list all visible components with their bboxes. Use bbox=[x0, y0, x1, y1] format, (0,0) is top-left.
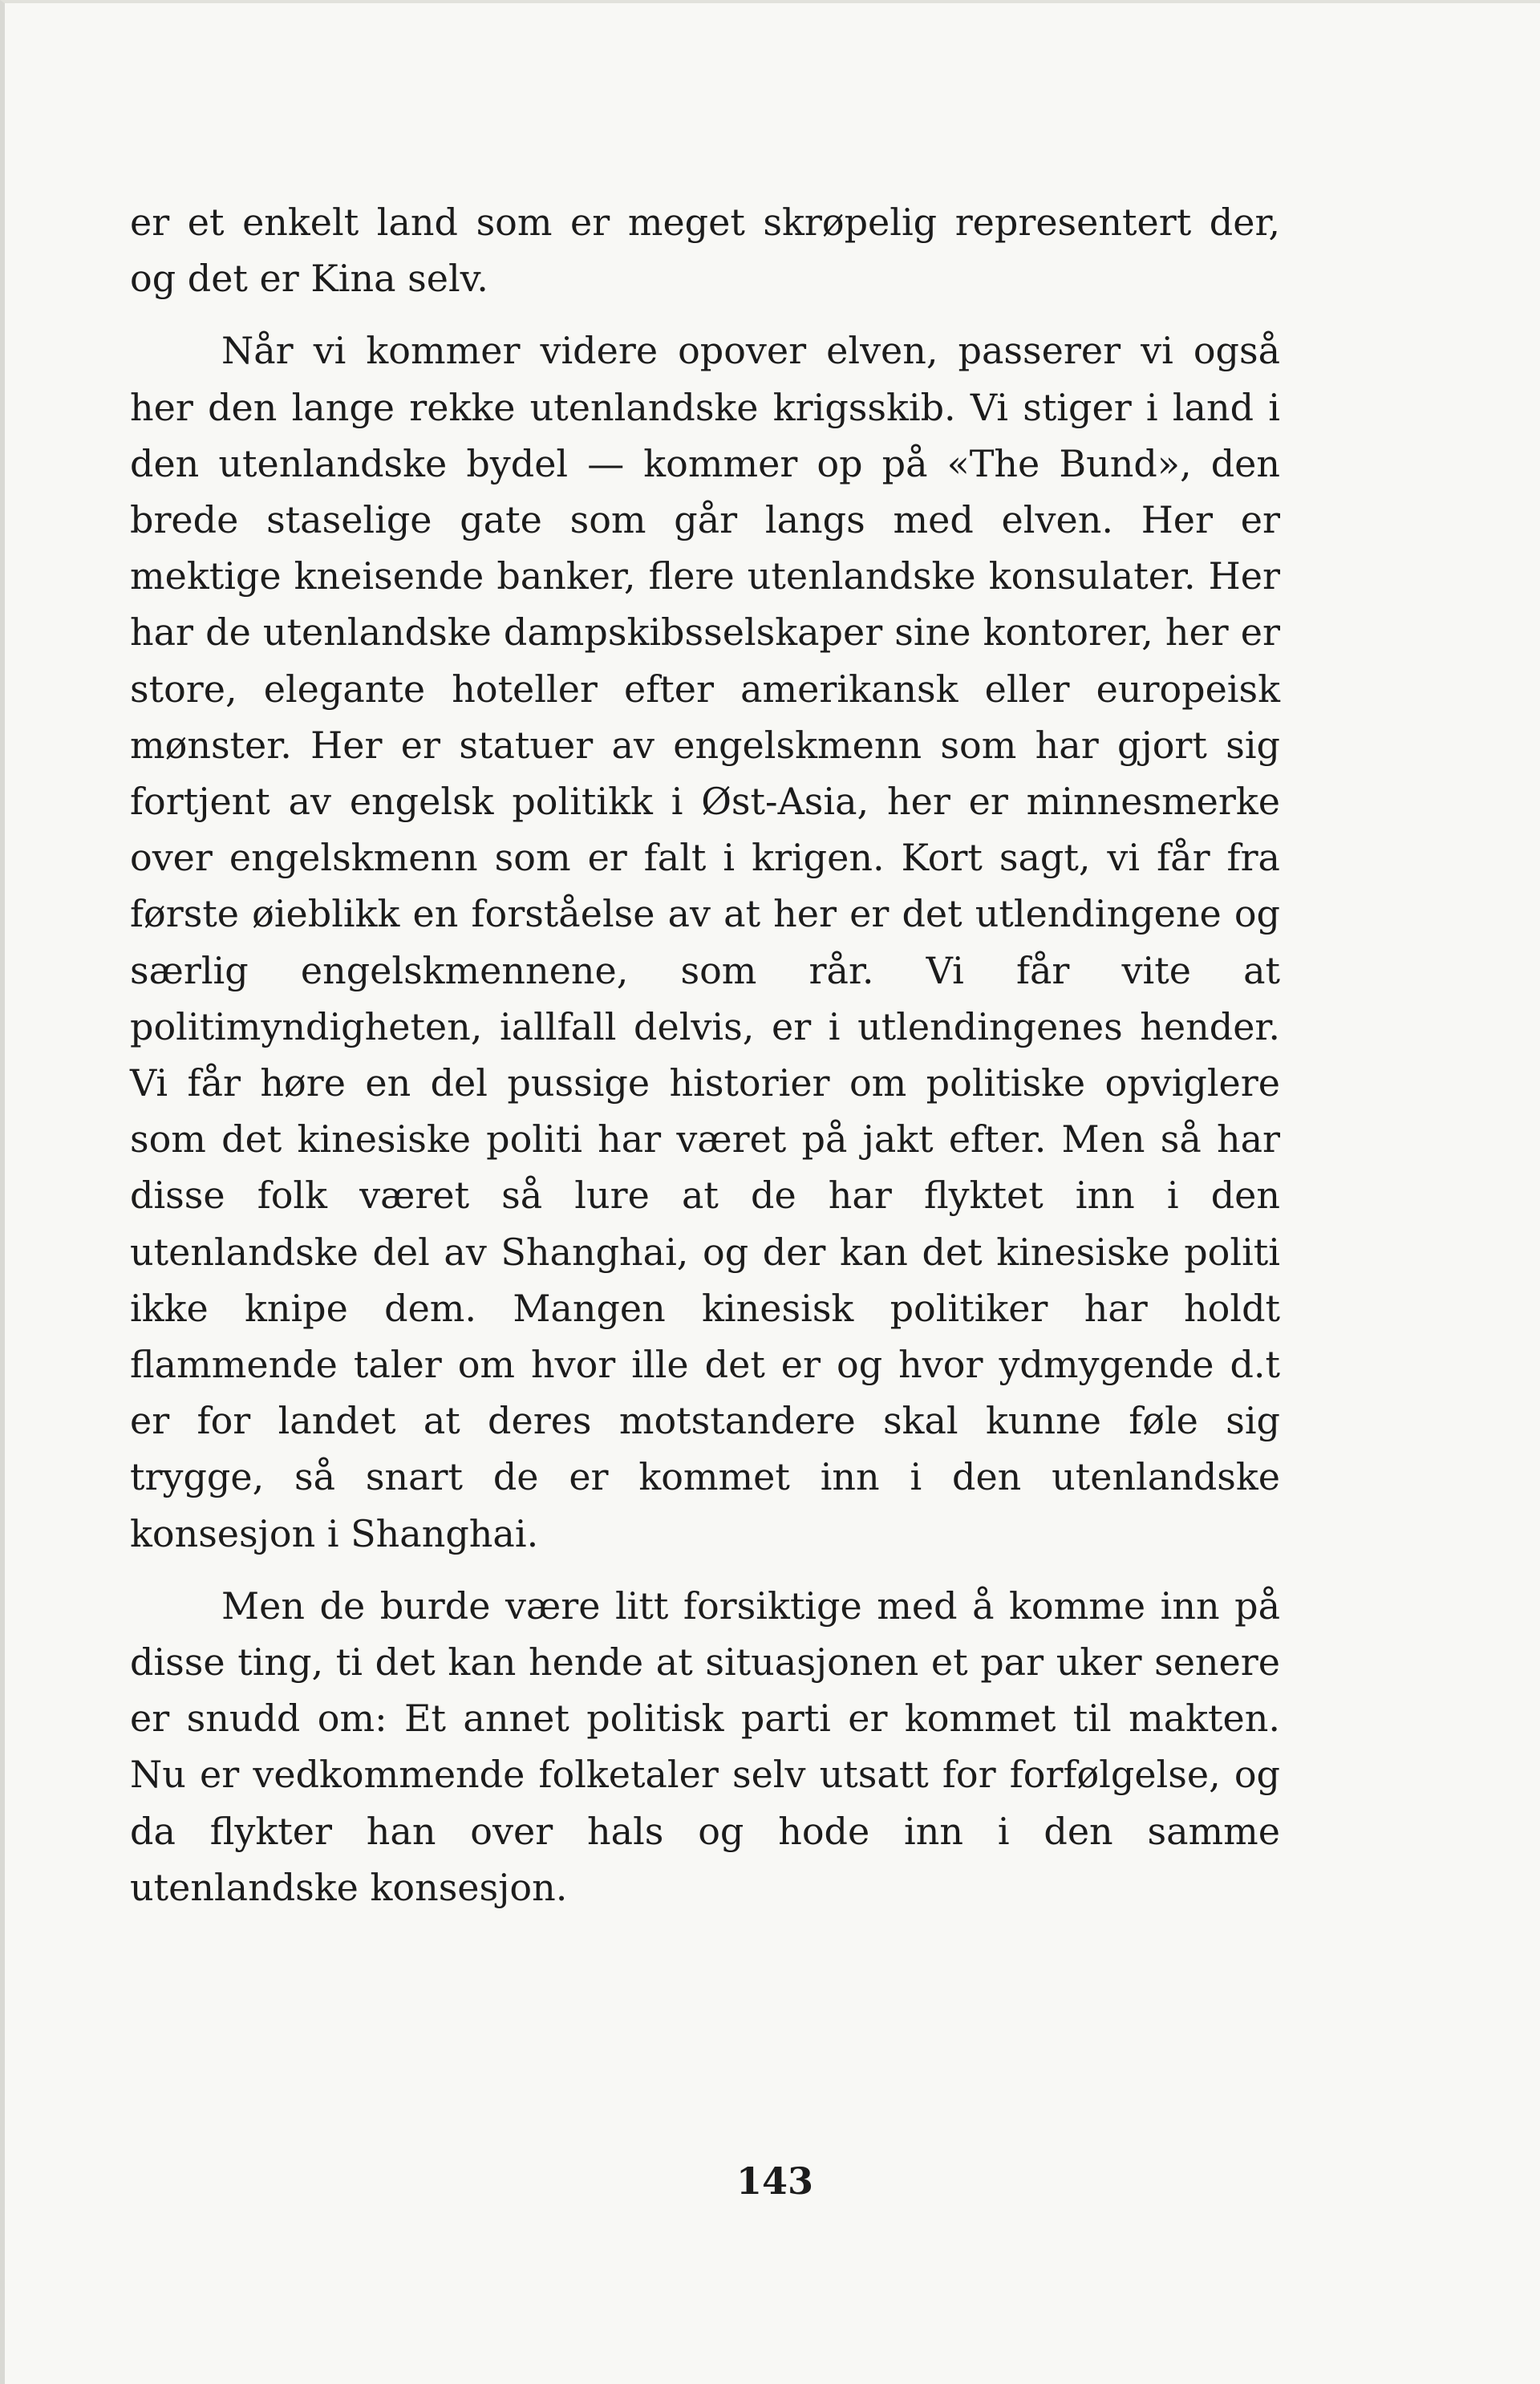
paragraph-continued: er et enkelt land som er meget skrøpelig representert der, og det er Kina selv. bbox=[130, 201, 1280, 301]
page-number: 143 bbox=[736, 2159, 814, 2203]
body-text bbox=[130, 194, 1280, 1916]
paragraph-caution: Men de burde være litt forsiktige med å komme inn på disse ting, ti det kan hende at situasjonen et par uker senere er snudd om: Et annet politisk parti er kommet til makten. Nu er vedkommende folketaler selv utsatt for forfølgelse, og da flykter han over hals og hode inn i den samme utenlandske konsesjon. bbox=[130, 1583, 1280, 1909]
paragraph-the-bund: Når vi kommer videre opover elven, passerer vi også her den lange rekke utenlandske krigsskib. Vi stiger i land i den utenlandske bydel — kommer op på «The Bund», den brede staselige gate som går langs med elven. Her er mektige kneisende banker, flere utenlandske konsulater. Her har de utenlandske dampskibsselskaper sine kontorer, her er store, elegante hoteller efter amerikansk eller europeisk mønster. Her er statuer av engelskmenn som har gjort sig fortjent av engelsk politikk i Øst-Asia, her er minnesmerke over engelskmenn som er falt i krigen. Kort sagt, vi får fra første øieblikk en forståelse av at her er det utlendingene og særlig engelskmennene, som rår. Vi får vite at politimyndigheten, iallfall delvis, er i utlendingenes hender. Vi får høre en del pussige historier om politiske opviglere som det kinesiske politi har været på jakt efter. Men så har disse folk været så lure at de har flyktet inn i den utenlandske del av Shanghai, og der kan det kinesiske politi ikke knipe dem. Mangen kinesisk politiker har holdt flammende taler om hvor ille det er og hvor ydmygende d.t er for landet at deres motstandere skal kunne føle sig trygge, så snart de er kommet inn i den utenlandske konsesjon i Shanghai. bbox=[130, 329, 1280, 1555]
